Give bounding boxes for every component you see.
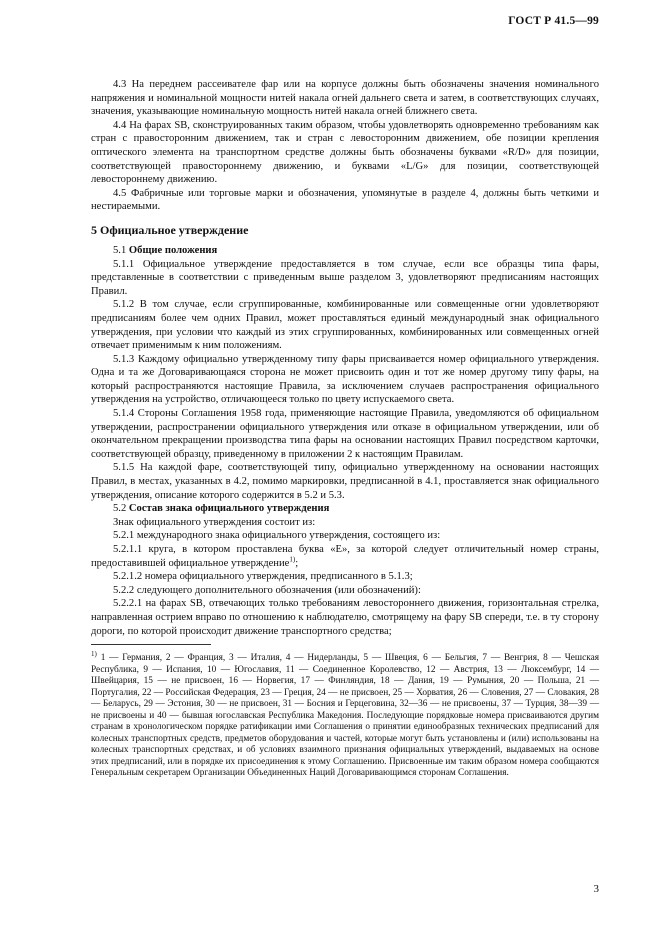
paragraph-5-2-1-1 bbox=[91, 543, 599, 570]
paragraph-5-2-2-1: 5.2.2.1 на фарах SB, отвечающих только требованиям левостороннего движения, горизонтальная стрелка, направленная острием вправо по отношению к наблюдателю, смотрящему на фару SB спереди, т.е. в ту сторону дороги, по которой происходит движение транспортного средства; bbox=[91, 598, 599, 637]
subsection-5-1-heading bbox=[91, 244, 599, 258]
footnote-text: 1 — Германия, 2 — Франция, 3 — Италия, 4 — Нидерланды, 5 — Швеция, 6 — Бельгия, 7 — Венгрия, 8 — Чешская Республика, 9 — Испания, 10 — Югославия, 11 — Соединенное Королевство, 12 — Австрия, 13 — Люксембург, 14 — Швейцария, 15 — не присвоен, 16 — Норвегия, 17 — Финляндия, 18 — Дания, 19 — Румыния, 20 — Польша, 21 — Португалия, 22 — Российская Федерация, 23 — Греция, 24 — не присвоен, 25 — Хорватия, 26 — Словения, 27 — Словакия, 28 — Беларусь, 29 — Эстония, 30 — не присвоен, 31 — Босния и Герцеговина, 32—36 — не присвоены, 37 — Турция, 38—39 — не присвоены и 40 — бывшая югославская Республика Македония. Последующие порядковые номера присваиваются другим странам в хронологическом порядке ратификации ими Соглашения о принятии единообразных технических предписаний для колесных транспортных средств, предметов оборудования и частей, которые могут быть установлены и (или) использованы на колесных транспортных средствах, и об условиях взаимного признания официальных утверждений, выдаваемых на основе этих предписаний, или в порядке их присоединения к этому Соглашению. Присвоенные им таким образом номера сообщаются Генеральным секретарем Организации Объединенных Наций Договаривающимся сторонам Соглашения. bbox=[91, 653, 599, 778]
page-body bbox=[91, 78, 599, 638]
paragraph-4-4: 4.4 На фарах SB, сконструированных таким образом, чтобы удовлетворять одновременно требованиям как стран с правосторонним движением, так и стран с левосторонним движением, обе позиции крепления оптического элемента на транспортном средстве должны быть обозначены буквами «R/D» для позиции, соответствующей правостороннему движению, и буквами «L/G» для позиции, соответствующей левостороннему движению. bbox=[91, 119, 599, 186]
paragraph-5-2-1-1-end: ; bbox=[295, 557, 299, 569]
paragraph-4-5: 4.5 Фабричные или торговые марки и обозначения, упомянутые в разделе 4, должны быть четкими и нестираемыми. bbox=[91, 187, 599, 213]
paragraph-5-1-2: 5.1.2 В том случае, если сгруппированные, комбинированные или совмещенные огни удовлетворяют предписаниям более чем одних Правил, может проставляться единый международный знак официального утверждения, при условии что каждый из этих сгруппированных, комбинированных или совмещенных огней отвечает применимым к ним положениям. bbox=[91, 299, 599, 352]
paragraph-5-2-2: 5.2.2 следующего дополнительного обозначения (или обозначений): bbox=[113, 584, 421, 596]
paragraph-5-2-1-2: 5.2.1.2 номера официального утверждения, предписанного в 5.1.3; bbox=[113, 571, 413, 583]
footnote-divider bbox=[91, 644, 211, 645]
paragraph-5-2-1-1-text: 5.2.1.1 круга, в котором проставлена буква «Е», за которой следует отличительный номер страны, предоставившей официальное утверждение bbox=[91, 544, 599, 569]
paragraph-5-1-3: 5.1.3 Каждому официально утвержденному типу фары присваивается номер официального утверждения. Одна и та же Договаривающаяся сторона не может присвоить один и тот же номер другому типу фары, на который распространяются настоящие Правила, за исключением случаев распространения официального утверждения на устройство, отличающееся только по цвету испускаемого света. bbox=[91, 353, 599, 406]
footnote-reference[interactable]: 1) bbox=[289, 555, 296, 564]
subsection-5-2-title: Состав знака официального утверждения bbox=[128, 503, 330, 515]
page-number: 3 bbox=[593, 883, 599, 895]
paragraph-4-3: 4.3 На переднем рассеивателе фар или на корпусе должны быть обозначены значения номинального напряжения и номинальной мощности нитей накала огней дальнего света и затем, в соответствующих случаях, значения, указывающие номинальную мощность нитей накала огней ближнего света. bbox=[91, 79, 599, 118]
paragraph-5-1-1: 5.1.1 Официальное утверждение предоставляется в том случае, если все образцы типа фары, представленные в соответствии с приведенным выше разделом 3, удовлетворяют предписаниям настоящих Правил. bbox=[91, 258, 599, 297]
subsection-5-2-heading bbox=[91, 502, 599, 516]
footnote-marker: 1) bbox=[91, 649, 97, 658]
subsection-5-2-number: 5.2 bbox=[113, 503, 127, 515]
subsection-5-1-title: Общие положения bbox=[128, 244, 218, 256]
paragraph-5-2-1: 5.2.1 международного знака официального утверждения, состоящего из: bbox=[113, 530, 441, 542]
section-title: 5 Официальное утверждение bbox=[91, 222, 249, 237]
paragraph-5-1-5: 5.1.5 На каждой фаре, соответствующей типу, официально утвержденному на основании настоящих Правил, в местах, указанных в 4.2, помимо маркировки, предписанной в 4.1, проставляется знак официального утверждения, описание которого содержится в 5.2 и 5.3. bbox=[91, 462, 599, 501]
document-code: ГОСТ Р 41.5—99 bbox=[508, 15, 599, 27]
paragraph-5-2-intro: Знак официального утверждения состоит из: bbox=[113, 516, 316, 528]
footnote bbox=[91, 649, 599, 780]
subsection-5-1-number: 5.1 bbox=[113, 244, 127, 256]
paragraph-5-1-4: 5.1.4 Стороны Соглашения 1958 года, применяющие настоящие Правила, уведомляются об официальном утверждении, распространении официального утверждения или отказе в официальном утверждении, или об окончательном прекращении производства типа фары на основании настоящих Правил посредством карточки, соответствующей образцу, приведенному в приложении 2 к настоящим Правилам. bbox=[91, 408, 599, 460]
